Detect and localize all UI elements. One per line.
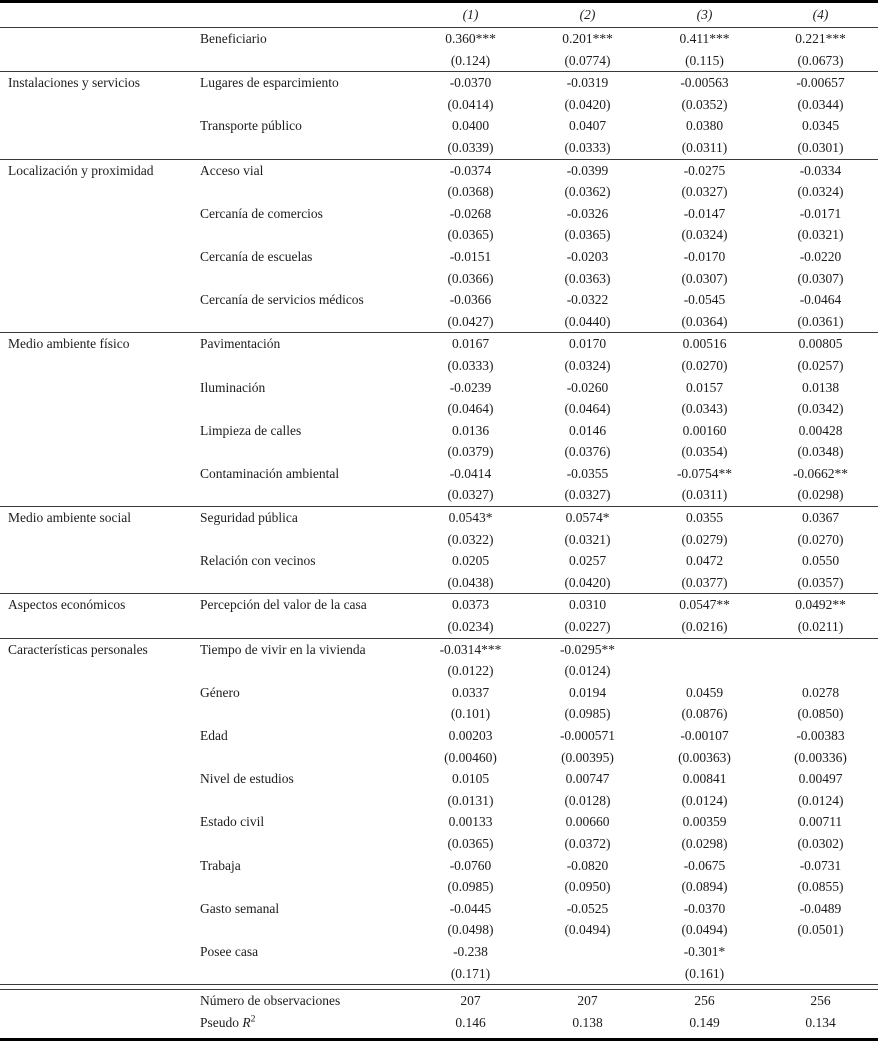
coef-value: -0.0326	[566, 205, 609, 221]
se-value: (0.0498)	[447, 922, 494, 938]
coef-value: -0.0170	[683, 248, 726, 264]
coef-value: 0.0170	[529, 333, 646, 355]
column-header-4: (4)	[763, 2, 878, 28]
variable-label: Relación con vecinos	[200, 553, 316, 569]
se-label-spacer	[195, 529, 412, 551]
footer-category-spacer	[0, 1012, 195, 1040]
se-value: (0.0122)	[447, 663, 494, 679]
variable-label: Seguridad pública	[195, 507, 412, 529]
coef-value: -0.0203	[566, 248, 609, 264]
se-value: (0.0365)	[564, 227, 611, 243]
se-value: (0.0234)	[447, 619, 494, 635]
coef-value: -0.0319	[529, 72, 646, 94]
se-value: (0.0365)	[447, 227, 494, 243]
coef-value: -0.0239	[449, 379, 492, 395]
coef-value: -0.0820	[566, 857, 609, 873]
coef-value: -0.0370	[683, 900, 726, 916]
se-value: (0.0420)	[564, 574, 611, 590]
coef-value: -0.0662**	[792, 465, 849, 481]
column-header-3: (3)	[646, 2, 763, 28]
se-value: (0.0322)	[447, 531, 494, 547]
coef-value: 0.0550	[801, 553, 840, 569]
se-label-spacer	[195, 355, 412, 377]
coef-value: 0.00841	[682, 771, 727, 787]
se-value: (0.0440)	[564, 313, 611, 329]
variable-label: Limpieza de calles	[200, 422, 302, 438]
variable-label: Pavimentación	[195, 333, 412, 355]
se-value: (0.0414)	[447, 96, 494, 112]
se-value: (0.0362)	[564, 184, 611, 200]
se-value: (0.0985)	[447, 879, 494, 895]
coef-value: 0.0543*	[412, 507, 529, 529]
se-value: (0.0357)	[797, 574, 844, 590]
variable-label: Gasto semanal	[200, 900, 280, 916]
se-value: (0.0324)	[797, 184, 844, 200]
coef-value: -0.0760	[449, 857, 492, 873]
coef-row	[0, 594, 878, 616]
coef-value: 0.0345	[801, 118, 840, 134]
coef-value	[529, 941, 646, 963]
se-value: (0.0321)	[797, 227, 844, 243]
coef-value: -0.0314***	[412, 638, 529, 660]
coef-value: -0.0295**	[529, 638, 646, 660]
coef-value: -0.0171	[799, 205, 842, 221]
se-value: (0.0364)	[681, 313, 728, 329]
se-value: (0.0324)	[681, 227, 728, 243]
se-value: (0.0365)	[447, 835, 494, 851]
se-value: (0.0368)	[447, 184, 494, 200]
se-value: (0.0894)	[681, 879, 728, 895]
se-value: (0.0339)	[447, 139, 494, 155]
coef-value: -0.00107	[680, 728, 729, 743]
se-value: (0.0257)	[797, 357, 844, 373]
header-variable-spacer	[195, 2, 412, 28]
footer-label	[195, 1012, 412, 1040]
coef-value: 0.0574*	[529, 507, 646, 529]
se-value: (0.0985)	[564, 706, 611, 722]
coef-value: 0.0136	[451, 422, 490, 438]
coef-value: 0.0138	[801, 379, 840, 395]
coef-row	[0, 72, 878, 94]
se-label-spacer	[195, 572, 412, 594]
category-cell: Aspectos económicos	[0, 594, 195, 638]
se-value: (0.0124)	[681, 792, 728, 808]
se-value: (0.0307)	[681, 270, 728, 286]
se-value: (0.161)	[684, 965, 725, 981]
se-value: (0.0774)	[564, 52, 611, 68]
se-value: (0.0379)	[447, 444, 494, 460]
se-value: (0.0333)	[564, 139, 611, 155]
se-label-spacer	[195, 268, 412, 290]
variable-label: Contaminación ambiental	[200, 465, 340, 481]
se-value: (0.0850)	[797, 706, 844, 722]
se-value: (0.0342)	[797, 401, 844, 417]
coef-value: 0.0205	[451, 553, 490, 569]
coef-value: -0.0731	[799, 857, 842, 873]
se-value: (0.0298)	[681, 835, 728, 851]
variable-label: Estado civil	[200, 814, 265, 830]
variable-label: Nivel de estudios	[200, 771, 294, 787]
coef-value: -0.0525	[566, 900, 609, 916]
coef-value: -0.0268	[449, 205, 492, 221]
coef-value: -0.0489	[799, 900, 842, 916]
se-value: (0.0279)	[681, 531, 728, 547]
coef-value: -0.301*	[683, 943, 726, 959]
coef-value: 0.00497	[798, 771, 843, 787]
coef-value: 0.00747	[565, 771, 610, 787]
coef-value: -0.0334	[763, 159, 878, 181]
se-value: (0.101)	[450, 706, 491, 722]
se-value: (0.0366)	[447, 270, 494, 286]
variable-label: Posee casa	[200, 943, 259, 959]
se-value: (0.0376)	[564, 444, 611, 460]
se-value: (0.0327)	[564, 487, 611, 503]
variable-label: Lugares de esparcimiento	[195, 72, 412, 94]
se-value: (0.0363)	[564, 270, 611, 286]
coef-value: 0.0157	[685, 379, 724, 395]
footer-value: 207	[577, 993, 598, 1009]
coef-value: 0.0355	[646, 507, 763, 529]
coef-value: -0.0754**	[676, 465, 733, 481]
se-value: (0.0211)	[797, 619, 844, 635]
se-value: (0.0501)	[797, 922, 844, 938]
se-value: (0.00336)	[794, 749, 847, 765]
column-header-1: (1)	[412, 2, 529, 28]
se-value: (0.115)	[685, 52, 724, 68]
coef-value: 0.00133	[448, 814, 493, 830]
se-value: (0.0298)	[797, 487, 844, 503]
se-value: (0.0227)	[564, 619, 611, 635]
se-label-spacer	[195, 181, 412, 203]
table-body	[0, 28, 878, 1040]
se-label-spacer	[195, 919, 412, 941]
se-value: (0.0128)	[564, 792, 611, 808]
category-cell: Medio ambiente social	[0, 507, 195, 594]
category-cell: Medio ambiente físico	[0, 333, 195, 507]
se-value: (0.0270)	[681, 357, 728, 373]
se-label-spacer	[195, 441, 412, 463]
coef-row	[0, 333, 878, 355]
variable-label: Beneficiario	[200, 31, 267, 46]
variable-label: Transporte público	[200, 118, 302, 134]
footer-row	[0, 1012, 878, 1040]
se-value: (0.00460)	[444, 749, 497, 765]
coef-value: 0.0400	[451, 118, 490, 134]
footer-label-text: Pseudo	[200, 1014, 243, 1030]
se-value: (0.0333)	[447, 357, 494, 373]
coef-row	[0, 507, 878, 529]
coef-value: -0.0355	[566, 465, 609, 481]
coef-row	[0, 638, 878, 660]
se-label-spacer	[195, 50, 412, 72]
coef-value: -0.00383	[796, 728, 845, 743]
footer-value: 0.134	[805, 1014, 836, 1030]
se-value: (0.0494)	[681, 922, 728, 938]
coef-value: 0.0337	[451, 684, 490, 700]
column-header-2: (2)	[529, 2, 646, 28]
coef-value: 0.0459	[685, 684, 724, 700]
se-value: (0.124)	[450, 52, 491, 68]
coef-value: 0.0257	[568, 553, 607, 569]
coef-value: 0.0367	[763, 507, 878, 529]
se-value: (0.0855)	[797, 879, 844, 895]
coef-value	[646, 638, 763, 660]
coef-value: 0.0472	[685, 553, 724, 569]
category-cell: Localización y proximidad	[0, 159, 195, 333]
footer-value: 0.149	[689, 1014, 720, 1030]
se-value: (0.0302)	[797, 835, 844, 851]
coef-value: 0.411***	[679, 31, 730, 46]
coef-value: 0.0146	[568, 422, 607, 438]
se-value	[763, 660, 878, 682]
se-value: (0.0301)	[797, 139, 844, 155]
coef-value: 0.0407	[568, 118, 607, 134]
se-value: (0.0321)	[564, 531, 611, 547]
footer-row	[0, 990, 878, 1012]
se-value: (0.0124)	[797, 792, 844, 808]
footer-value: 0.146	[455, 1014, 486, 1030]
variable-label: Acceso vial	[195, 159, 412, 181]
coef-value: -0.0545	[683, 292, 726, 308]
se-value: (0.0876)	[681, 706, 728, 722]
coef-value: 0.221***	[795, 31, 846, 46]
category-cell: Características personales	[0, 638, 195, 984]
se-value: (0.0354)	[681, 444, 728, 460]
se-value: (0.0438)	[447, 574, 494, 590]
se-label-spacer	[195, 398, 412, 420]
se-value: (0.00363)	[678, 749, 731, 765]
se-value: (0.0311)	[681, 487, 728, 503]
se-value: (0.0344)	[797, 96, 844, 112]
se-value: (0.0950)	[564, 879, 611, 895]
coef-value: -0.0675	[683, 857, 726, 873]
coef-value: -0.0151	[449, 248, 492, 264]
footer-category-spacer	[0, 990, 195, 1012]
coef-value: 0.00805	[763, 333, 878, 355]
se-value: (0.171)	[450, 965, 491, 981]
se-value: (0.00395)	[561, 749, 614, 765]
se-label-spacer	[195, 703, 412, 725]
variable-label: Percepción del valor de la casa	[195, 594, 412, 616]
se-label-spacer	[195, 963, 412, 985]
se-label-spacer	[195, 616, 412, 638]
coef-value: 0.0373	[412, 594, 529, 616]
se-label-spacer	[195, 790, 412, 812]
coef-value: -0.0260	[566, 379, 609, 395]
coef-value: -0.0414	[449, 465, 492, 481]
footer-label: Número de observaciones	[200, 993, 341, 1009]
header-row	[0, 2, 878, 28]
coef-value: 0.00516	[646, 333, 763, 355]
se-value: (0.0327)	[681, 184, 728, 200]
coef-value: 0.0547**	[646, 594, 763, 616]
coef-value: -0.00657	[763, 72, 878, 94]
se-label-spacer	[195, 747, 412, 769]
se-value: (0.0361)	[797, 313, 844, 329]
coef-value: -0.0366	[449, 292, 492, 308]
se-value: (0.0494)	[564, 922, 611, 938]
se-value: (0.0352)	[681, 96, 728, 112]
footer-value: 256	[694, 993, 715, 1009]
category-cell: Instalaciones y servicios	[0, 72, 195, 159]
coef-value: 0.0310	[529, 594, 646, 616]
coef-value: -0.0374	[412, 159, 529, 181]
se-label-spacer	[195, 137, 412, 159]
coef-value: 0.00160	[682, 422, 727, 438]
coef-value: 0.00203	[448, 728, 493, 743]
variable-label: Iluminación	[200, 379, 266, 395]
se-label-spacer	[195, 311, 412, 333]
se-value: (0.0673)	[797, 52, 844, 68]
math-symbol: R	[242, 1014, 251, 1030]
se-value: (0.0270)	[797, 531, 844, 547]
coef-value: 0.00428	[798, 422, 843, 438]
coef-row	[0, 28, 878, 50]
coef-value: -0.00563	[646, 72, 763, 94]
se-value: (0.0464)	[564, 401, 611, 417]
se-value: (0.0327)	[447, 487, 494, 503]
se-value: (0.0311)	[681, 139, 728, 155]
se-value: (0.0464)	[447, 401, 494, 417]
header-category-spacer	[0, 2, 195, 28]
variable-label: Edad	[200, 728, 228, 743]
footer-value: 0.138	[572, 1014, 603, 1030]
coef-value: -0.0370	[412, 72, 529, 94]
coef-value: 0.0492**	[763, 594, 878, 616]
coef-value: -0.0445	[449, 900, 492, 916]
footer-value: 256	[810, 993, 831, 1009]
variable-label: Cercanía de servicios médicos	[200, 292, 364, 308]
coef-value: -0.000571	[559, 728, 616, 743]
se-label-spacer	[195, 833, 412, 855]
se-label-spacer	[195, 660, 412, 682]
variable-label: Tiempo de vivir en la vivienda	[195, 638, 412, 660]
se-value: (0.0420)	[564, 96, 611, 112]
coef-row	[0, 159, 878, 181]
coef-value: 0.00660	[565, 814, 610, 830]
coef-value: 0.201***	[562, 31, 613, 46]
coef-value: -0.0220	[799, 248, 842, 264]
coef-value: 0.360***	[445, 31, 496, 46]
coef-value: -0.0275	[646, 159, 763, 181]
coef-value: -0.0464	[799, 292, 842, 308]
se-value: (0.0124)	[564, 663, 611, 679]
coef-value: -0.0147	[683, 205, 726, 221]
se-label-spacer	[195, 484, 412, 506]
variable-label: Cercanía de comercios	[200, 205, 323, 221]
variable-label: Trabaja	[200, 857, 241, 873]
se-label-spacer	[195, 224, 412, 246]
se-value: (0.0377)	[681, 574, 728, 590]
se-value: (0.0324)	[564, 357, 611, 373]
se-value: (0.0216)	[681, 619, 728, 635]
coef-value: 0.0105	[451, 771, 490, 787]
coef-value: 0.00711	[798, 814, 843, 830]
coef-value	[763, 638, 878, 660]
variable-label: Cercanía de escuelas	[200, 248, 313, 264]
coef-value	[763, 941, 878, 963]
se-value	[763, 963, 878, 985]
category-cell	[0, 28, 195, 72]
se-value	[646, 660, 763, 682]
se-label-spacer	[195, 876, 412, 898]
se-value: (0.0131)	[447, 792, 494, 808]
se-value: (0.0348)	[797, 444, 844, 460]
coef-value: 0.0167	[412, 333, 529, 355]
se-value: (0.0372)	[564, 835, 611, 851]
se-label-spacer	[195, 94, 412, 116]
coef-value: 0.0194	[568, 684, 607, 700]
se-value: (0.0343)	[681, 401, 728, 417]
se-value: (0.0427)	[447, 313, 494, 329]
footer-value: 207	[460, 993, 481, 1009]
coef-value: 0.0380	[685, 118, 724, 134]
table-head	[0, 2, 878, 28]
coef-value: -0.0322	[566, 292, 609, 308]
coef-value: -0.238	[453, 943, 488, 959]
se-value: (0.0307)	[797, 270, 844, 286]
coef-value: 0.0278	[801, 684, 840, 700]
coef-value: -0.0399	[529, 159, 646, 181]
variable-label: Género	[200, 684, 240, 700]
coef-value: 0.00359	[682, 814, 727, 830]
superscript: 2	[250, 1013, 256, 1025]
se-value	[529, 963, 646, 985]
